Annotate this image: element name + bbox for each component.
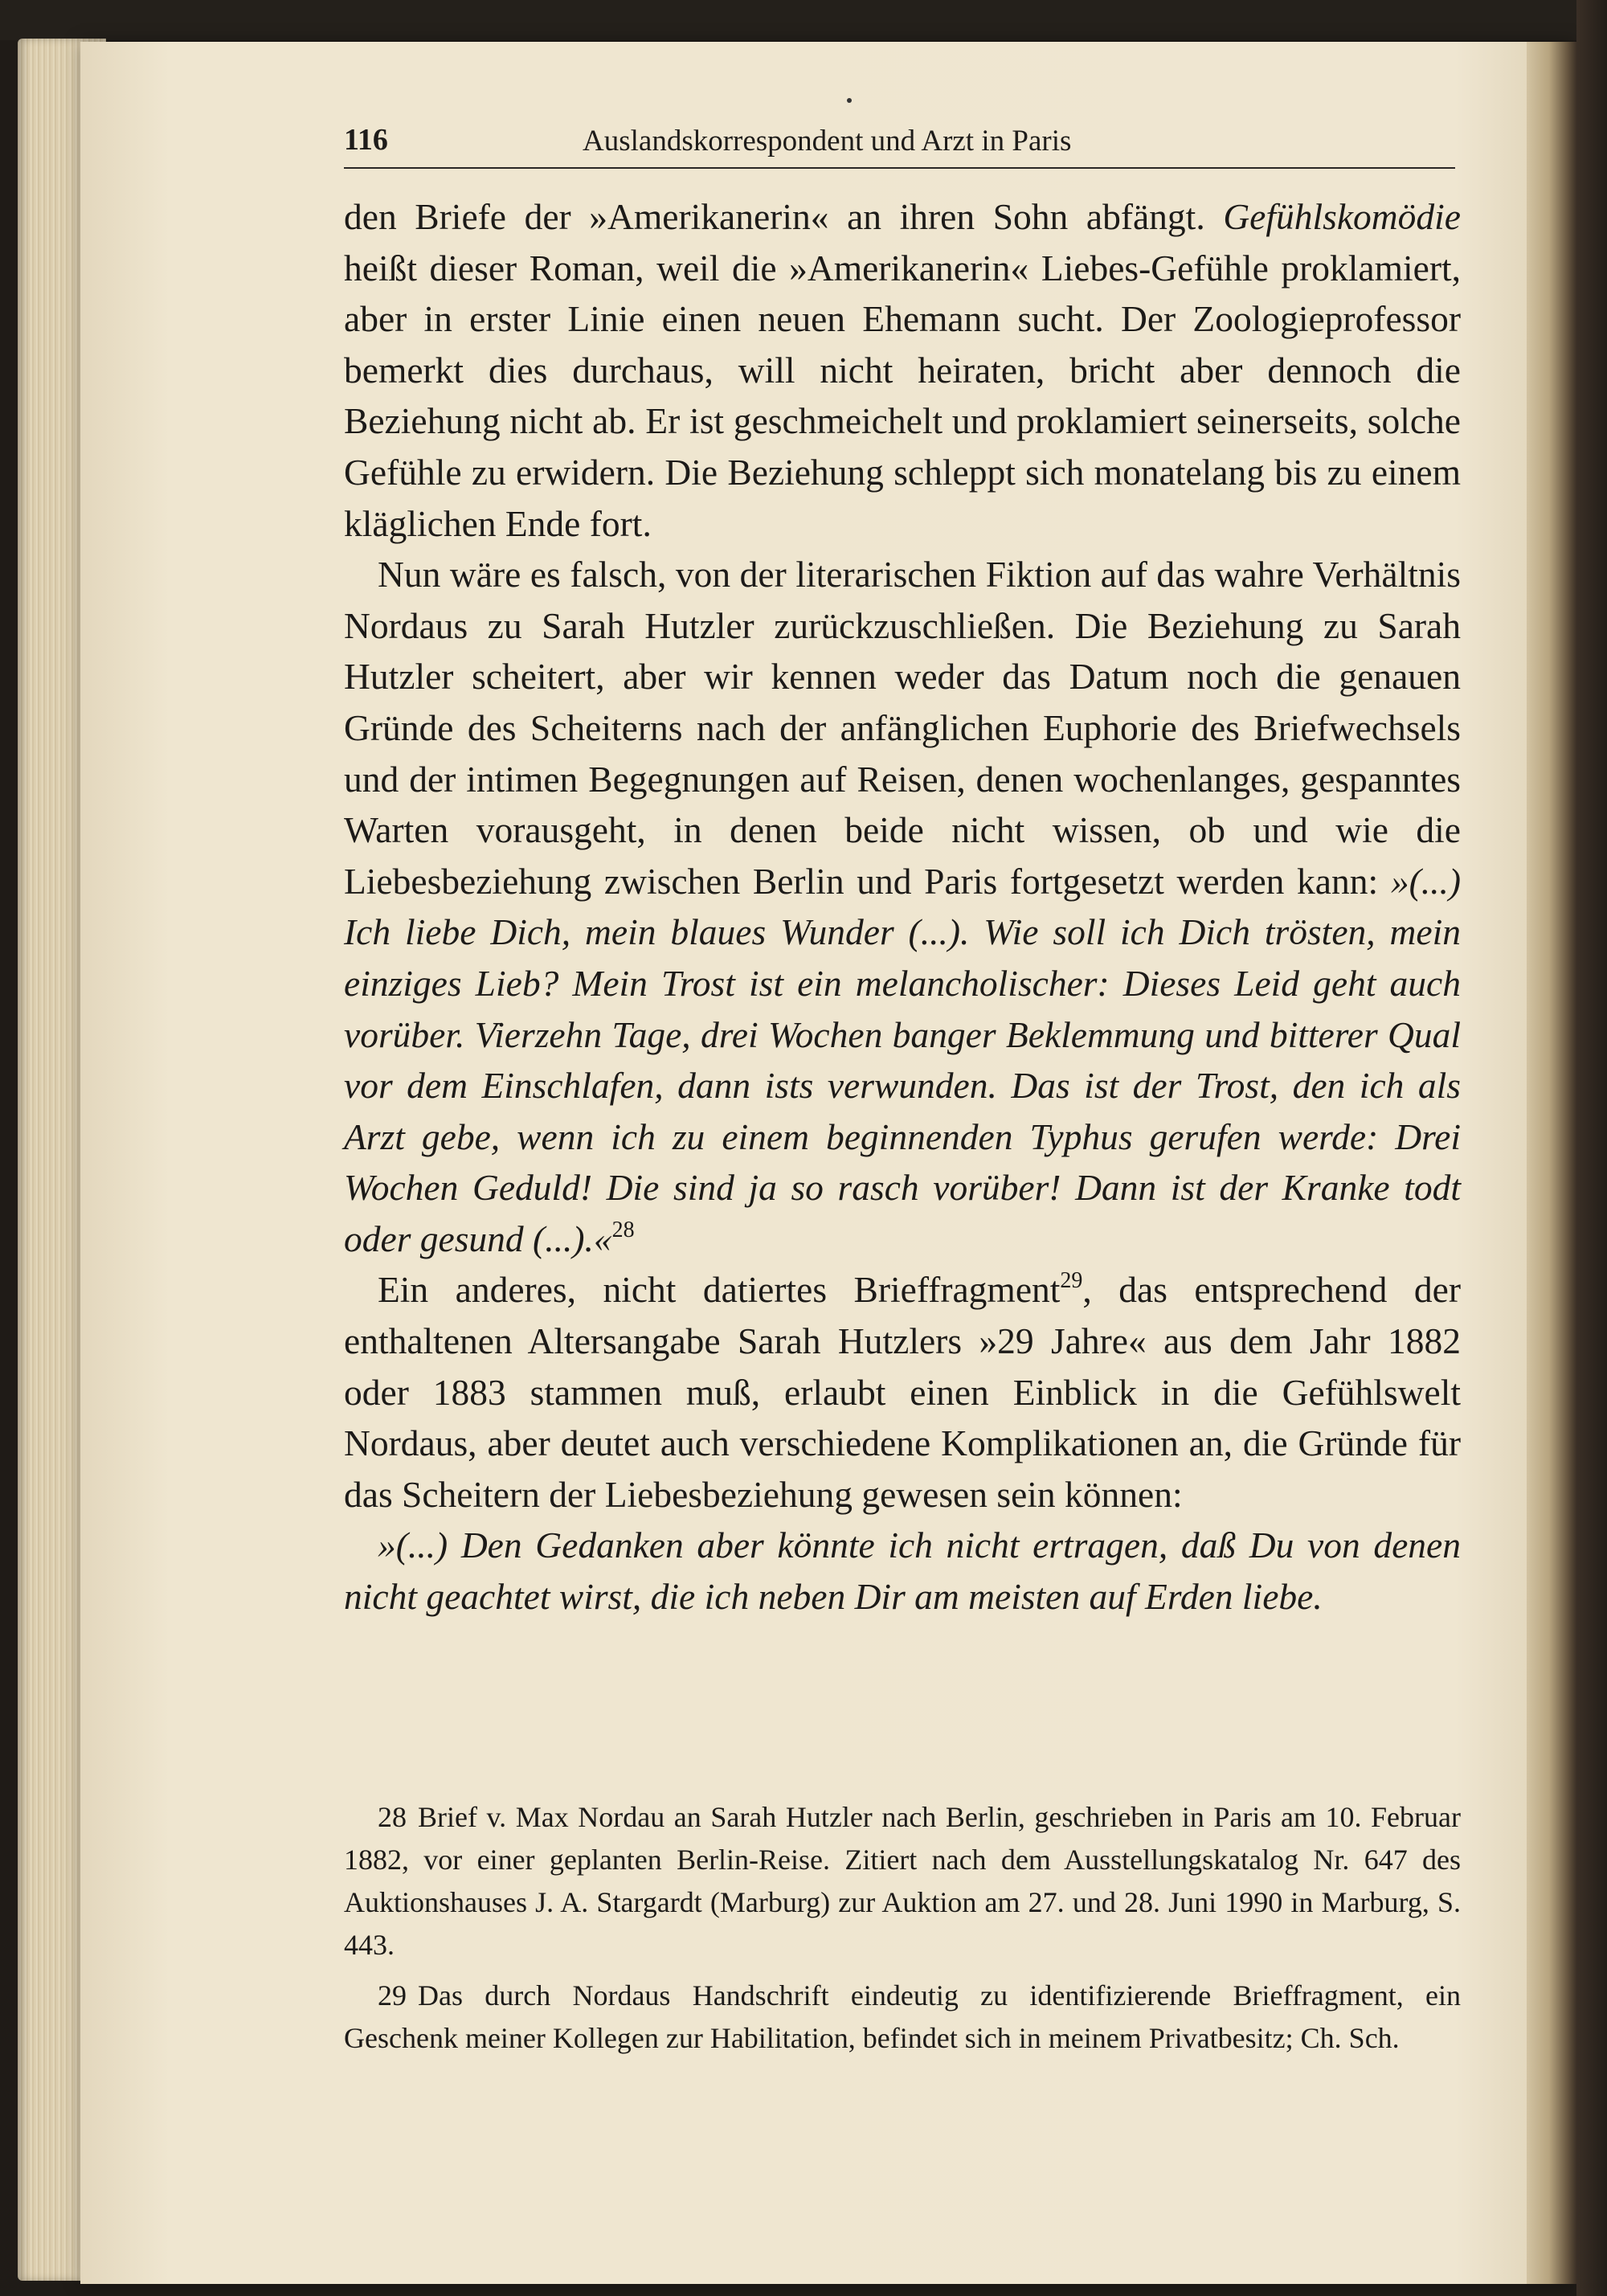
letter-quote-1: »(...) Ich liebe Dich, mein blaues Wunder (...). Wie soll ich Dich trösten, mein einziges Lieb? Mein Trost ist ein melancholischer: Dieses Leid geht auch vorüber. Vierzehn Tage, drei Wochen banger Beklemmung und bitterer Qual vor dem Einschlafen, dann ists verwunden. Das ist der Trost, den ich als Arzt gebe, wenn ich zu einem beginnenden Typhus gerufen werde: Drei Wochen Geduld! Die sind ja so rasch vorüber! Dann ist der Kranke todt oder gesund (...).« xyxy=(344,860,1461,1259)
paragraph-3-text-cont: , das entsprechend der enthaltenen Altersangabe Sarah Hutzlers »29 Jahre« aus dem Jahr 1882 oder 1883 stammen muß, erlaubt einen Einblick in die Gefühlswelt Nordaus, aber deutet auch verschiedene Komplikationen an, die Gründe für das Scheitern der Liebesbeziehung gewesen sein können: xyxy=(344,1269,1461,1515)
paragraph-3 xyxy=(344,1264,1461,1520)
footnote-28 xyxy=(344,1796,1461,1967)
paragraph-3-text: Ein anderes, nicht datiertes Brieffragment xyxy=(378,1269,1061,1311)
book-binding-gutter xyxy=(1527,42,1576,2284)
paragraph-4 xyxy=(344,1520,1461,1622)
ink-speck xyxy=(847,98,852,103)
footnote-text: Das durch Nordaus Handschrift eindeutig zu identifizierende Brieffragment, ein Geschenk meiner Kollegen zur Habilitation, befindet sich in meinem Privatbesitz; Ch. Sch. xyxy=(344,1979,1461,2054)
footnote-text: Brief v. Max Nordau an Sarah Hutzler nach Berlin, geschrieben in Paris am 10. Februar 1882, vor einer geplanten Berlin-Reise. Zitiert nach dem Ausstellungskatalog Nr. 647 des Auktionshauses J. A. Stargardt (Marburg) zur Auktion am 27. und 28. Juni 1990 in Marburg, S. 443. xyxy=(344,1801,1461,1961)
letter-quote-2: »(...) Den Gedanken aber könnte ich nicht ertragen, daß Du von denen nicht geachtet wirst, die ich neben Dir am meisten auf Erden liebe. xyxy=(344,1525,1461,1618)
scanner-background-right xyxy=(1576,0,1607,2296)
footnote-ref-29: 29 xyxy=(1060,1268,1083,1294)
book-title-italic: Gefühlskomödie xyxy=(1223,196,1461,237)
paragraph-1-text-cont: heißt dieser Roman, weil die »Amerikanerin« Liebes-Gefühle proklamiert, aber in erster Linie einen neuen Ehemann sucht. Der Zoologieprofessor bemerkt dies durchaus, will nicht heiraten, bricht aber dennoch die Beziehung nicht ab. Er ist geschmeichelt und proklamiert seinerseits, solche Gefühle zu erwidern. Die Beziehung schleppt sich monatelang bis zu einem kläglichen Ende fort. xyxy=(344,247,1461,544)
footnote-number: 28 xyxy=(378,1801,407,1833)
running-title: Auslandskorrespondent und Arzt in Paris xyxy=(583,125,1072,158)
running-head xyxy=(344,121,1455,166)
scanner-background-top xyxy=(0,0,1607,40)
paragraph-1 xyxy=(344,191,1461,549)
body-text xyxy=(344,191,1461,1623)
footnote-ref-28: 28 xyxy=(611,1217,635,1242)
header-rule xyxy=(344,167,1455,169)
paragraph-2-text: Nun wäre es falsch, von der literarischen Fiktion auf das wahre Verhältnis Nordaus zu Sarah Hutzler zurückzuschließen. Die Beziehung zu Sarah Hutzler scheitert, aber wir kennen weder das Datum noch die genauen Gründe des Scheiterns nach der anfänglichen Euphorie des Briefwechsels und der intimen Begegnungen auf Reisen, denen wochenlanges, gespanntes Warten vorausgeht, in denen beide nicht wissen, ob und wie die Liebesbeziehung zwischen Berlin und Paris fortgesetzt werden kann: xyxy=(344,554,1461,902)
page-number: 116 xyxy=(344,123,388,157)
footnote-number: 29 xyxy=(378,1979,407,2012)
footnotes xyxy=(344,1796,1461,2068)
paragraph-2 xyxy=(344,549,1461,1264)
paragraph-1-text: den Briefe der »Amerikanerin« an ihren Sohn abfängt. xyxy=(344,196,1224,237)
footnote-29 xyxy=(344,1975,1461,2060)
